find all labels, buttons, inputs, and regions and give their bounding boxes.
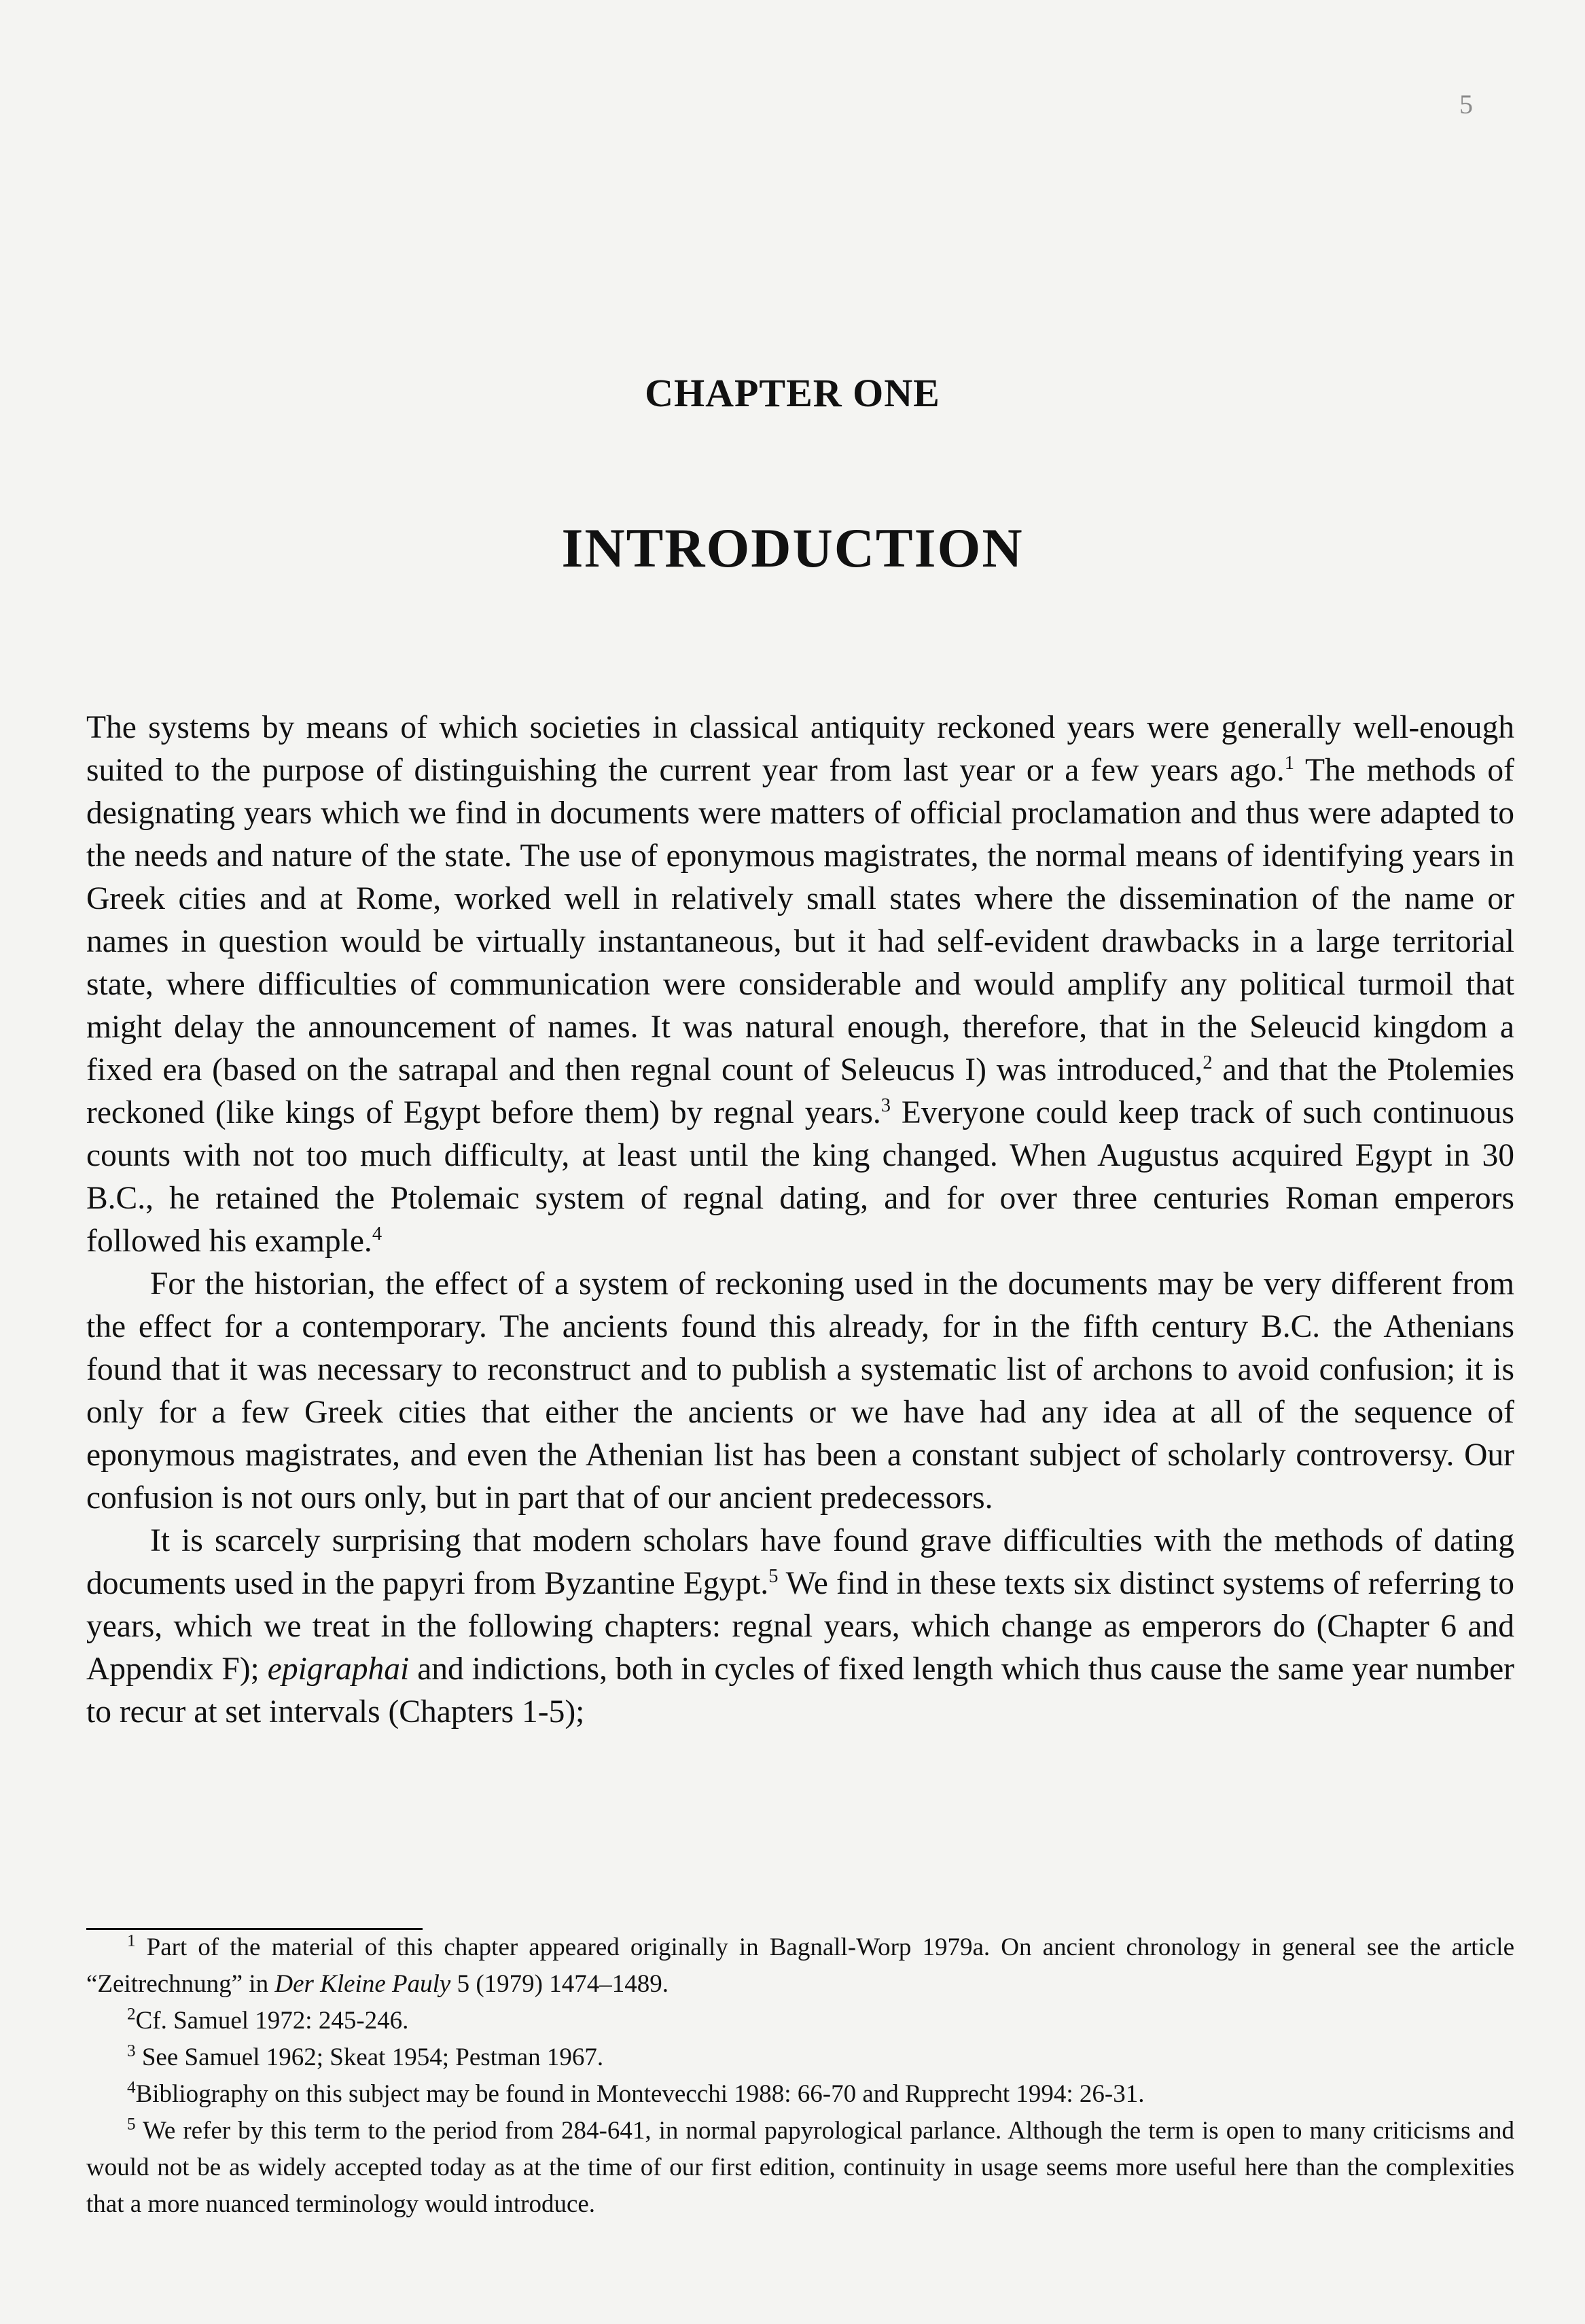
footnote-ref-2: 2	[1203, 1052, 1213, 1074]
footnote-1-text-b: 5 (1979) 1474–1489.	[450, 1970, 669, 1998]
footnote-3-text: See Samuel 1962; Skeat 1954; Pestman 1967.	[141, 2043, 604, 2071]
paragraph-3-text-b: We find in these texts six distinct systems of referring to years, which we treat in the following chapters: regnal years, which change as emperors do (Chapter 6 and Appendix F);	[86, 1566, 1514, 1687]
footnote-ref-4: 4	[372, 1223, 382, 1245]
footnote-ref-3: 3	[880, 1095, 891, 1117]
paragraph-1-text-d: Everyone could keep track of such continuous counts with not too much difficulty, at least until the king changed. When Augustus acquired Egypt in 30 B.C., he retained the Ptolemaic system of regnal dating, and for over three centuries Roman emperors followed his example.	[86, 1095, 1514, 1259]
paragraph-3	[86, 1520, 1514, 1734]
footnote-ref-5: 5	[768, 1566, 779, 1588]
footnote-number: 4	[127, 2078, 136, 2097]
footnote-number: 3	[127, 2041, 136, 2060]
footnote-4	[86, 2076, 1514, 2113]
footnote-5	[86, 2113, 1514, 2223]
chapter-title: INTRODUCTION	[561, 517, 1024, 579]
footnote-4-text: Bibliography on this subject may be found in Montevecchi 1988: 66-70 and Rupprecht 1994: 26-31.	[135, 2080, 1145, 2108]
footnote-2-text: Cf. Samuel 1972: 245-246.	[135, 2007, 409, 2035]
paragraph-3-italic: epigraphai	[267, 1651, 410, 1687]
paragraph-2: For the historian, the effect of a system of reckoning used in the documents may be very different from the effect for a contemporary. The ancients found this already, for in the fifth century B.C. the Athenians found that it was necessary to reconstruct and to publish a systematic list of archons to avoid confusion; it is only for a few Greek cities that either the ancients or we have had any idea at all of the sequence of eponymous magistrates, and even the Athenian list has been a constant subject of scholarly controversy. Our confusion is not ours only, but in part that of our ancient predecessors.	[86, 1266, 1514, 1516]
paragraph-3-text-c: and indictions, both in cycles of fixed length which thus cause the same year number to recur at set intervals (Chapters 1-5);	[86, 1651, 1514, 1730]
page-number: 5	[1459, 89, 1473, 120]
footnote-number: 5	[127, 2115, 136, 2134]
footnote-1	[86, 1929, 1514, 2003]
paragraph-1-text-c: and that the Ptolemies reckoned (like kings of Egypt before them) by regnal years.	[86, 1052, 1514, 1130]
footnotes	[86, 1929, 1514, 2223]
paragraph-3-text-a: It is scarcely surprising that modern scholars have found grave difficulties with the methods of dating documents used in the papyri from Byzantine Egypt.	[86, 1523, 1514, 1601]
paragraph-1	[86, 707, 1514, 1263]
footnote-ref-1: 1	[1284, 753, 1294, 774]
body-text	[86, 707, 1514, 1734]
footnote-1-text-a: Part of the material of this chapter appeared originally in Bagnall-Worp 1979a. On ancient chronology in general see the article “Zeitrechnung” in	[86, 1933, 1514, 1998]
paragraph-1-text-b: The methods of designating years which we find in documents were matters of official proclamation and thus were adapted to the needs and nature of the state. The use of eponymous magistrates, the normal means of identifying years in Greek cities and at Rome, worked well in relatively small states where the dissemination of the name or names in question would be virtually instantaneous, but it had self-evident drawbacks in a large territorial state, where difficulties of communication were considerable and would amplify any political turmoil that might delay the announcement of names. It was natural enough, therefore, that in the Seleucid kingdom a fixed era (based on the satrapal and then regnal count of Seleucus I) was introduced,	[86, 753, 1514, 1088]
chapter-label: CHAPTER ONE	[645, 371, 940, 415]
footnote-2	[86, 2003, 1514, 2039]
paragraph-1-text-a: The systems by means of which societies in classical antiquity reckoned years were generally well-enough suited to the purpose of distinguishing the current year from last year or a few years ago.	[86, 710, 1514, 788]
footnote-1-italic: Der Kleine Pauly	[274, 1970, 451, 1998]
footnote-5-text: We refer by this term to the period from 284-641, in normal papyrological parlance. Although the term is open to many criticisms and would not be as widely accepted today as at the time of our first edition, continuity in usage seems more useful here than the complexities that a more nuanced terminology would introduce.	[86, 2117, 1514, 2218]
footnote-number: 2	[127, 2005, 136, 2024]
footnote-3	[86, 2039, 1514, 2076]
footnote-number: 1	[127, 1931, 136, 1950]
